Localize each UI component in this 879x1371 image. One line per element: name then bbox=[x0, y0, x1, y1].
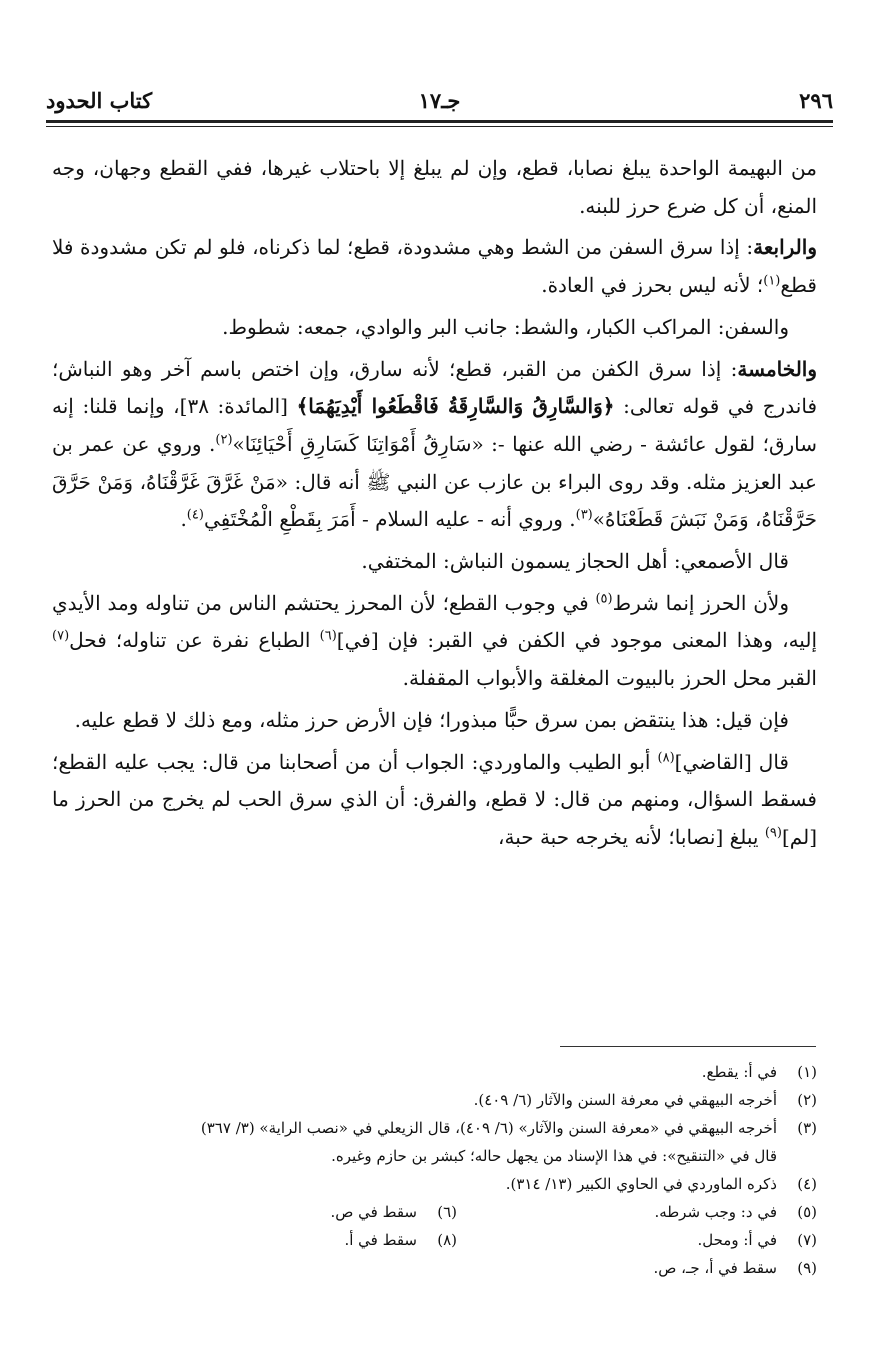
header-rule-thin bbox=[46, 126, 833, 127]
footnote-marker: (٢) bbox=[215, 432, 233, 448]
footnotes bbox=[40, 1058, 817, 1282]
footnote-marker: (٧) bbox=[52, 628, 70, 644]
footnote-marker: (٩) bbox=[764, 825, 782, 841]
footnote-marker: (٥) bbox=[595, 591, 613, 607]
footnote-marker: (٦) bbox=[319, 628, 337, 644]
main-text bbox=[52, 150, 817, 857]
keyword: والخامسة bbox=[737, 356, 817, 381]
paragraph: والخامسة: إذا سرق الكفن من القبر، قطع؛ لأنه سارق، وإن اختص باسم آخر وهو النباش؛ فاندرج في قوله تعالى: ﴿وَالسَّارِقُ وَالسَّارِقَةُ فَاقْطَعُوا أَيْدِيَهُمَا﴾ [المائدة: ٣٨]، وإنما قلنا: إنه سارق؛ لقول عائشة - رضي الله عنها -: «سَارِقُ أَمْوَاتِنَا كَسَارِقِ أَحْيَائِنَا»$^{(٢)}$. وروي عن عمر بن عبد العزيز مثله. وقد روى البراء بن عازب عن النبي ﷺ أنه قال: «مَنْ غَرَّقَ غَرَّقْنَاهُ، وَمَنْ حَرَّقَ حَرَّقْنَاهُ، وَمَنْ نَبَشَ قَطَعْنَاهُ»$^{(٣)}$. وروي أنه - عليه السلام - أَمَرَ بِقَطْعِ الْمُخْتَفِي$^{(٤)}$. bbox=[52, 356, 818, 532]
footnote-number: (٩) bbox=[797, 1259, 817, 1277]
footnote-number: (٥) bbox=[797, 1203, 817, 1221]
paragraph: من البهيمة الواحدة يبلغ نصابا، قطع، وإن لم يبلغ إلا باحتلاب غيرها، ففي القطع وجهان، وجه المنع، أن كل ضرع حرز للبنه. bbox=[52, 156, 817, 218]
footnote-continuation: قال في «التنقيح»: في هذا الإسناد من يجهل حاله؛ كبشر بن حازم وغيره. bbox=[331, 1147, 777, 1165]
footnote-number: (٤) bbox=[797, 1175, 817, 1193]
footnote: (٧) في أ: ومحل. bbox=[697, 1226, 817, 1254]
footnote: (١) في أ: يقطع. bbox=[40, 1058, 817, 1086]
paragraph: قال [القاضي]$^{(٨)}$ أبو الطيب والماوردي: الجواب أن من أصحابنا من قال: يجب عليه القطع؛ فسقط السؤال، ومنهم من قال: لا قطع، والفرق: أن الذي سرق الحب لم يخرج من الحرز ما [لم]$^{(٩)}$ يبلغ [نصابا؛ لأنه يخرجه حبة حبة، bbox=[52, 749, 817, 849]
quran-quote: ﴿وَالسَّارِقُ وَالسَّارِقَةُ فَاقْطَعُوا أَيْدِيَهُمَا﴾ bbox=[296, 394, 615, 419]
footnote-row bbox=[40, 1198, 817, 1226]
footnote-number: (٢) bbox=[797, 1091, 817, 1109]
footnote: (٤) ذكره الماوردي في الحاوي الكبير (١٣/ ٣١٤). bbox=[40, 1170, 817, 1198]
footnote-number: (٧) bbox=[797, 1231, 817, 1249]
footnote: (٨) سقط في أ. bbox=[344, 1226, 457, 1254]
footnote-marker: (٣) bbox=[575, 507, 593, 523]
book-title: كتاب الحدود bbox=[46, 88, 153, 113]
footnote: (٣) أخرجه البيهقي في «معرفة السنن والآثار» (٦/ ٤٠٩)، قال الزيعلي في «نصب الراية» (٣/ ٣٦٧) bbox=[40, 1114, 817, 1142]
paragraph: قال الأصمعي: أهل الحجاز يسمون النباش: المختفي. bbox=[361, 549, 789, 574]
footnote-number: (٨) bbox=[437, 1231, 457, 1249]
footnote: (٩) سقط في أ، جـ، ص. bbox=[40, 1254, 817, 1282]
header-rule-thick bbox=[46, 120, 833, 123]
running-header bbox=[46, 86, 833, 116]
paragraph: والسفن: المراكب الكبار، والشط: جانب البر والوادي، جمعه: شطوط. bbox=[222, 314, 789, 339]
volume-label: جـ١٧ bbox=[418, 88, 461, 113]
paragraph: والرابعة: إذا سرق السفن من الشط وهي مشدودة، قطع؛ لما ذكرناه، فلو لم تكن مشدودة فلا قطع$^{(١)}$؛ لأنه ليس بحرز في العادة. bbox=[52, 235, 817, 298]
footnote: (٥) في د: وجب شرطه. bbox=[654, 1198, 817, 1226]
paragraph: ولأن الحرز إنما شرط$^{(٥)}$ في وجوب القطع؛ لأن المحرز يحتشم الناس من تناوله ومد الأيدي إليه، وهذا المعنى موجود في الكفن في القبر: فإن [في]$^{(٦)}$ الطباع نفرة عن تناوله؛ فحل$^{(٧)}$ القبر محل الحرز بالبيوت المغلقة والأبواب المقفلة. bbox=[52, 590, 817, 691]
footnote-marker: (٤) bbox=[186, 507, 204, 523]
footnote-number: (٣) bbox=[797, 1119, 817, 1137]
keyword: والرابعة bbox=[753, 235, 817, 260]
footnote-number: (١) bbox=[797, 1063, 817, 1081]
footnote-number: (٦) bbox=[437, 1203, 457, 1221]
footnote: (٦) سقط في ص. bbox=[330, 1198, 457, 1226]
page-number: ٢٩٦ bbox=[799, 88, 833, 113]
paragraph: فإن قيل: هذا ينتقض بمن سرق حبًّا مبذورا؛ فإن الأرض حرز مثله، ومع ذلك لا قطع عليه. bbox=[74, 707, 789, 732]
footnote-marker: (٨) bbox=[657, 749, 675, 765]
footnote-row bbox=[40, 1226, 817, 1254]
footnote-separator bbox=[560, 1046, 816, 1047]
footnote-marker: (١) bbox=[763, 273, 781, 289]
footnote: (٢) أخرجه البيهقي في معرفة السنن والآثار (٦/ ٤٠٩). bbox=[40, 1086, 817, 1114]
